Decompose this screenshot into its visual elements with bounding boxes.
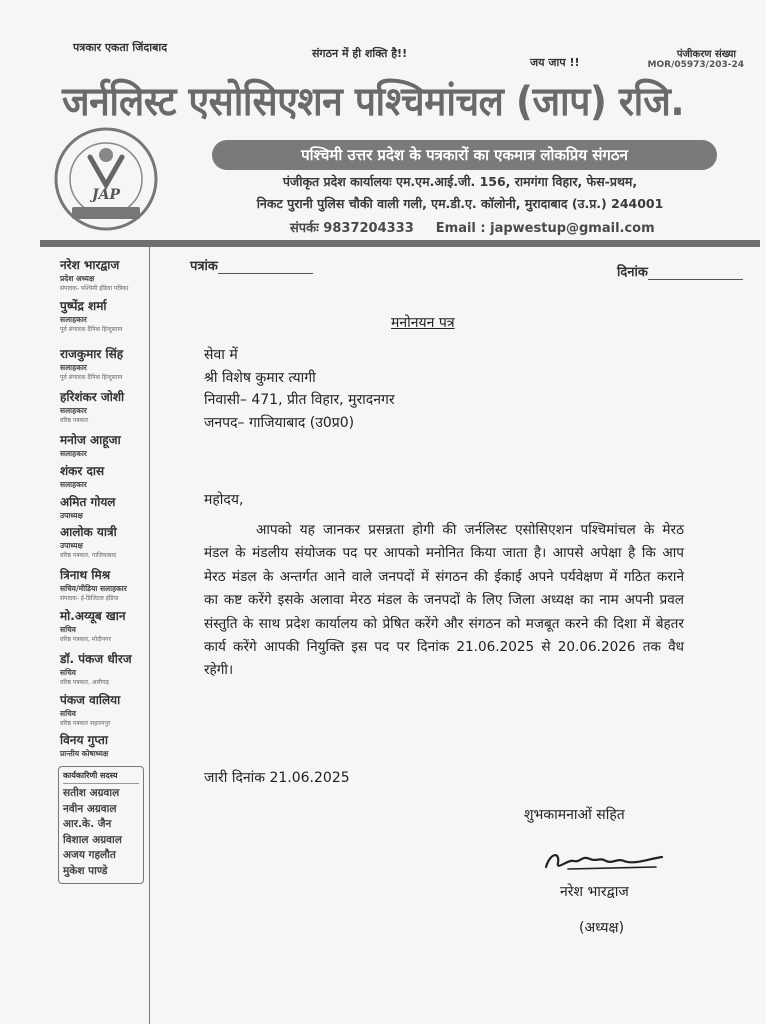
office-bearer-description: पूर्व संपादक दैनिक हिन्दुस्तान xyxy=(60,326,123,333)
office-bearer-name: हरिशंकर जोशी xyxy=(60,390,125,404)
issue-date: जारी दिनांक 21.06.2025 xyxy=(204,770,350,786)
office-bearer xyxy=(60,566,160,602)
office-bearer xyxy=(60,607,160,643)
closing-wishes: शुभकामनाओं सहित xyxy=(524,807,625,823)
office-bearer-description: वरिष्ठ पत्रकार xyxy=(60,417,89,424)
office-bearer-description: संपादक- पश्चिमी इंडिया पत्रिका xyxy=(60,285,129,292)
office-bearer xyxy=(60,462,160,490)
office-bearer xyxy=(60,345,160,381)
date-field xyxy=(617,262,743,280)
organization-name: जर्नलिस्ट एसोसिएशन पश्चिमांचल (जाप) रजि. xyxy=(62,79,685,125)
executive-member: सतीश अग्रवाल xyxy=(63,787,120,799)
svg-text:JAP: JAP xyxy=(91,187,121,203)
office-bearer-role: प्रान्तीय कोषाध्यक्ष xyxy=(60,749,109,758)
email-address: Email : japwestup@gmail.com xyxy=(435,221,655,236)
office-bearer-role: सलाहकार xyxy=(60,406,87,415)
slogan-right: जय जाप !! xyxy=(530,56,580,69)
signature xyxy=(538,845,668,875)
executive-member: अजय गहलौत xyxy=(63,849,116,861)
office-bearer-name: शंकर दास xyxy=(60,464,105,478)
signatory-role: (अध्यक्ष) xyxy=(579,920,625,936)
recipient-district: जनपद– गाजियाबाद (उ0प्र0) xyxy=(204,414,355,431)
office-bearer-name: डॉ. पंकज धीरज xyxy=(60,652,132,666)
office-bearer-name: आलोक यात्री xyxy=(60,525,117,539)
recipient-name: श्री विशेष कुमार त्यागी xyxy=(204,369,316,386)
registration-label: पंजीकरण संख्या xyxy=(676,49,736,60)
office-bearer-role: सचिव xyxy=(60,668,76,677)
office-bearer-name: नरेश भारद्वाज xyxy=(60,258,120,272)
office-bearer-role: उपाध्यक्ष xyxy=(60,541,83,550)
office-bearer-role: सचिव/मीडिया सलाहकार xyxy=(60,584,127,593)
office-bearer-role: सचिव xyxy=(60,709,76,718)
office-bearer-name: त्रिनाथ मिश्र xyxy=(60,568,111,582)
office-bearer-description: वरिष्ठ पत्रकार, मोदीनगर xyxy=(60,636,111,643)
letter-body: आपको यह जानकर प्रसन्नता होगी की जर्नलिस्ट एसोसिएशन पश्चिमांचल के मेरठ मंडल के मंडलीय संयोजक पद पर आपको मनोनित किया जाता है। आपसे अपेक्षा है कि आप मेरठ मंडल के अन्तर्गत आने वाले जनपदों में संगठन की ईकाई अपने पर्यवेक्षण में गठित कराने का कष्ट करेंगे इसके अलावा मेरठ मंडल के जनपदों के लिए जिला अध्यक्ष का नाम अपनी प्रवल संस्तुति के साथ प्रदेश कार्यालय को प्रेषित करेंगे और संगठन को मजबूत करने की दिशा में बेहतर कार्य करेंगे आपकी नियुक्ति इस पद पर दिनांक 21.06.2025 से 20.06.2026 तक वैध रहेगी। xyxy=(204,522,684,679)
date-label: दिनांक xyxy=(617,265,648,280)
contact-line xyxy=(290,218,655,236)
office-bearer-role: सलाहकार xyxy=(60,315,87,324)
executive-members-box xyxy=(58,766,144,884)
office-bearer xyxy=(60,297,160,333)
office-address-line2: निकट पुरानी पुलिस चौकी वाली गली, एम.डी.ए. कॉलोनी, मुरादाबाद (उ.प्र.) 244001 xyxy=(256,196,664,211)
office-bearer-description: पूर्व संपादक दैनिक हिन्दुस्तान xyxy=(60,374,123,381)
office-bearer xyxy=(60,493,160,521)
office-bearer-name: विनय गुप्ता xyxy=(60,733,108,747)
slogan-center: संगठन में ही शक्ति है!! xyxy=(312,47,408,60)
executive-member: विशाल अग्रवाल xyxy=(63,833,122,846)
phone-number: संपर्कः 9837204333 xyxy=(290,221,414,236)
office-address-line1: पंजीकृत प्रदेश कार्यालयः एम.एम.आई.जी. 156, रामगंगा विहार, फेस-प्रथम, xyxy=(282,174,638,189)
office-bearer-name: राजकुमार सिंह xyxy=(60,347,124,361)
office-bearer-role: सलाहकार xyxy=(60,449,87,458)
office-bearer xyxy=(60,523,160,559)
office-bearer-role: सचिव xyxy=(60,625,76,634)
header-divider xyxy=(40,240,760,247)
office-bearer-name: मनोज आहूजा xyxy=(60,433,121,447)
office-bearer-name: मो.अय्यूब खान xyxy=(60,609,126,623)
reference-number-label: पत्रांक xyxy=(190,259,218,274)
office-bearer-description: वरिष्ठ पत्रकार सहारनपुर xyxy=(60,720,111,727)
recipient-address xyxy=(204,344,395,434)
office-bearer xyxy=(60,650,160,686)
executive-member: नवीन अग्रवाल xyxy=(63,802,117,815)
office-bearer-name: पुष्पेंद्र शर्मा xyxy=(60,299,107,313)
office-bearer xyxy=(60,431,160,459)
office-bearer-role: सलाहकार xyxy=(60,480,87,489)
slogan-left: पत्रकार एकता जिंदाबाद xyxy=(73,41,168,54)
executive-member: मुकेश पाण्डे xyxy=(63,864,108,877)
recipient-residence: निवासी– 471, प्रीत विहार, मुरादनगर xyxy=(204,392,395,408)
organization-logo xyxy=(52,125,160,233)
executive-members-list xyxy=(63,786,139,879)
signatory-name: नरेश भारद्वाज xyxy=(560,884,629,900)
letter-subject: मनोनयन पत्र xyxy=(391,315,455,331)
executive-member: आर.के. जैन xyxy=(63,818,112,830)
registration-number: MOR/05973/203-24 xyxy=(647,60,744,70)
office-bearer-description: वरिष्ठ पत्रकार, गाजियाबाद xyxy=(60,552,117,559)
office-bearer-name: पंकज वालिया xyxy=(60,693,121,707)
salutation: महोदय, xyxy=(204,492,244,508)
office-bearer xyxy=(60,691,160,727)
office-bearer xyxy=(60,388,160,424)
office-bearer-role: प्रदेश अध्यक्ष xyxy=(60,274,95,283)
executive-members-title: कार्यकारिणी सदस्य xyxy=(63,770,139,784)
office-bearer-description: वरिष्ठ पत्रकार, अलीगढ़ xyxy=(60,679,109,686)
office-bearer-role: सलाहकार xyxy=(60,363,87,372)
office-bearer-description: संपादक- ई-डिजिटल इंडिया xyxy=(60,595,119,602)
office-bearer xyxy=(60,256,160,292)
office-bearer-role: उपाध्यक्ष xyxy=(60,511,83,520)
office-bearer xyxy=(60,731,160,759)
organization-tagline: पश्चिमी उत्तर प्रदेश के पत्रकारों का एकमात्र लोकप्रिय संगठन xyxy=(212,140,717,170)
office-bearer-name: अमित गोयल xyxy=(60,495,116,509)
recipient-line-1: सेवा में xyxy=(204,347,238,363)
reference-number-field xyxy=(190,256,313,274)
